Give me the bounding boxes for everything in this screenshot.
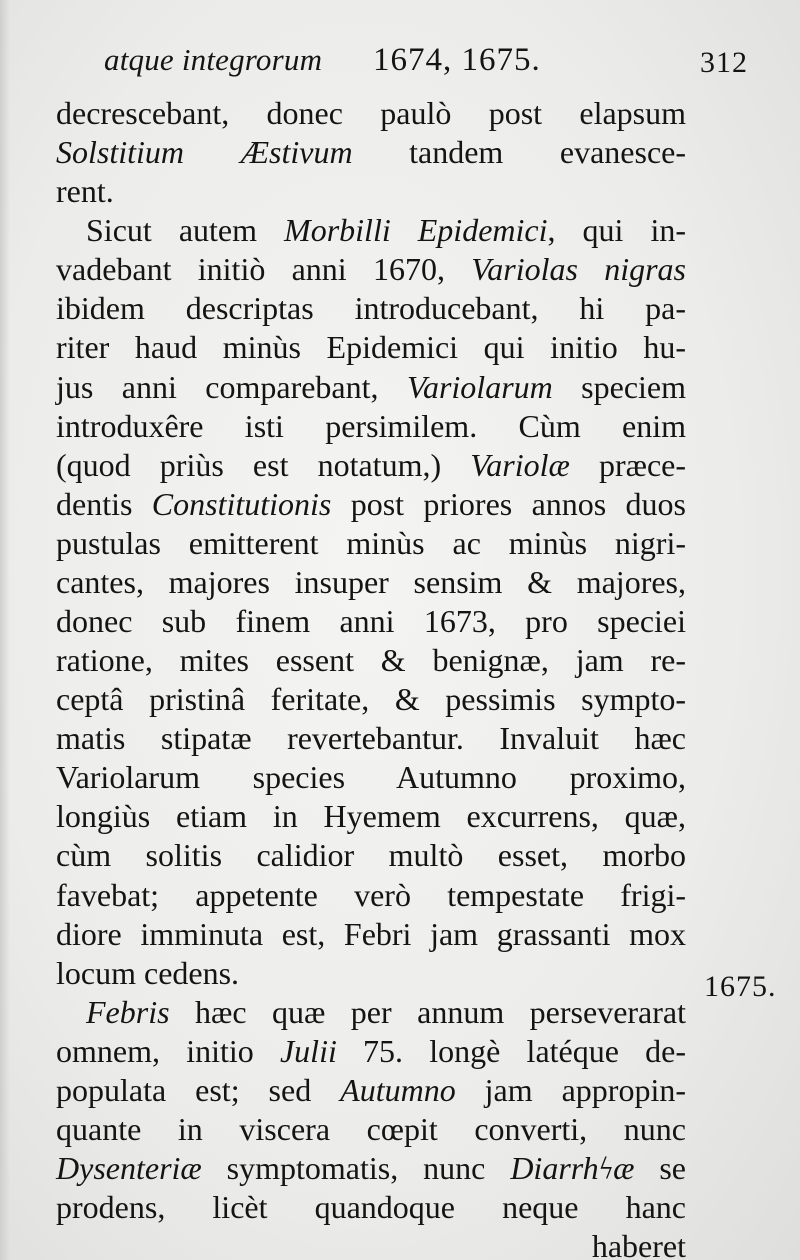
text-line — [56, 524, 686, 563]
text-segment: Variolarum species Autumno proximo, — [56, 759, 686, 796]
italic-segment: Febris — [86, 993, 170, 1030]
text-segment: donec sub finem anni 1673, pro speciei — [56, 603, 686, 640]
text-line — [56, 954, 686, 993]
text-line — [56, 1032, 686, 1071]
margin-note-year: 1675. — [704, 970, 777, 1003]
body-text — [56, 94, 686, 1260]
italic-segment: Constitutionis — [151, 485, 332, 522]
text-segment: quante in viscera cœpit converti, nunc — [56, 1111, 686, 1148]
text-line — [56, 328, 686, 367]
text-segment: introduxêre isti persimilem. Cùm enim — [56, 407, 686, 444]
page-number: 312 — [700, 46, 748, 79]
text-segment: matis stipatæ revertebantur. Invaluit hæc — [56, 720, 686, 757]
text-segment: riter haud minùs Epidemici qui initio hu- — [56, 329, 686, 366]
text-segment: jam appropin- — [455, 1071, 687, 1108]
text-line — [56, 680, 686, 719]
text-segment: hæc quæ per annum perseverarat — [169, 993, 686, 1030]
text-line — [56, 407, 686, 446]
text-segment: 75. longè latéque de- — [336, 1032, 687, 1069]
text-segment: præce- — [569, 446, 686, 483]
text-line — [56, 1071, 686, 1110]
text-segment: dentis — [56, 485, 152, 522]
text-segment: symptomatis, nunc — [201, 1150, 511, 1187]
italic-segment: Morbilli Epidemici — [284, 212, 548, 249]
running-head: atque integrorum — [104, 42, 323, 77]
text-segment: populata est; sed — [56, 1071, 341, 1108]
text-segment: cùm solitis calidior multò esset, morbo — [56, 837, 686, 874]
text-line — [56, 797, 686, 836]
text-segment: locum cedens. — [56, 954, 240, 991]
text-line — [56, 993, 686, 1032]
text-line — [56, 758, 686, 797]
text-line — [56, 250, 686, 289]
italic-segment: Julii — [279, 1032, 337, 1069]
text-line — [56, 876, 686, 915]
text-segment: post priores annos duos — [331, 485, 687, 522]
header-years: 1674, 1675. — [373, 42, 541, 78]
text-segment: jus anni comparebant, — [56, 368, 407, 405]
text-line — [56, 641, 686, 680]
text-segment: se — [634, 1150, 687, 1187]
text-line — [56, 719, 686, 758]
text-line — [56, 368, 686, 407]
text-line — [56, 1188, 686, 1227]
text-line — [56, 1149, 686, 1188]
italic-segment: Dysenteriæ — [56, 1150, 202, 1187]
text-line — [56, 133, 686, 172]
text-segment: ratione, mites essent & benignæ, jam re- — [56, 642, 686, 679]
italic-segment: Solstitium Æstivum — [56, 134, 353, 171]
text-line — [56, 563, 686, 602]
text-line — [56, 172, 686, 211]
text-segment: speciem — [552, 368, 687, 405]
text-line — [56, 289, 686, 328]
text-segment: longiùs etiam in Hyemem excurrens, quæ, — [56, 798, 686, 835]
text-segment: haberet — [591, 1228, 686, 1260]
text-segment: vadebant initiò anni 1670, — [56, 251, 472, 288]
italic-segment: Autumno — [340, 1071, 456, 1108]
text-segment: rent. — [56, 173, 114, 210]
text-line — [56, 915, 686, 954]
italic-segment: Diarrhϟæ — [510, 1150, 635, 1187]
text-line — [56, 211, 686, 250]
text-line — [56, 446, 686, 485]
text-segment: decrescebant, donec paulò post elapsum — [56, 95, 686, 131]
text-segment: (quod priùs est notatum,) — [56, 446, 471, 483]
text-line — [56, 1110, 686, 1149]
page-edge-shadow — [0, 0, 10, 1260]
text-line — [56, 602, 686, 641]
text-segment: ceptâ pristinâ feritate, & pessimis sympto- — [56, 681, 686, 718]
text-segment: Sicut autem — [86, 212, 285, 249]
text-line — [56, 485, 686, 524]
text-segment: prodens, licèt quandoque neque hanc — [56, 1189, 686, 1226]
catchword — [56, 1227, 686, 1260]
text-segment: ibidem descriptas introducebant, hi pa- — [56, 290, 686, 327]
italic-segment: Variolarum — [406, 368, 553, 405]
text-line — [56, 836, 686, 875]
text-segment: favebat; appetente verò tempestate frigi- — [56, 876, 686, 913]
text-segment: tandem evanesce- — [352, 134, 687, 171]
italic-segment: Variolas nigras — [471, 251, 687, 288]
text-segment: diore imminuta est, Febri jam grassanti mox — [56, 915, 686, 952]
italic-segment: Variolæ — [470, 446, 570, 483]
text-segment: cantes, majores insuper sensim & majores, — [56, 563, 686, 600]
page-header — [0, 42, 800, 92]
text-segment: pustulas emitterent minùs ac minùs nigri- — [56, 524, 686, 561]
text-line — [56, 94, 686, 133]
text-segment: , qui in- — [547, 212, 687, 249]
text-segment: omnem, initio — [56, 1032, 280, 1069]
